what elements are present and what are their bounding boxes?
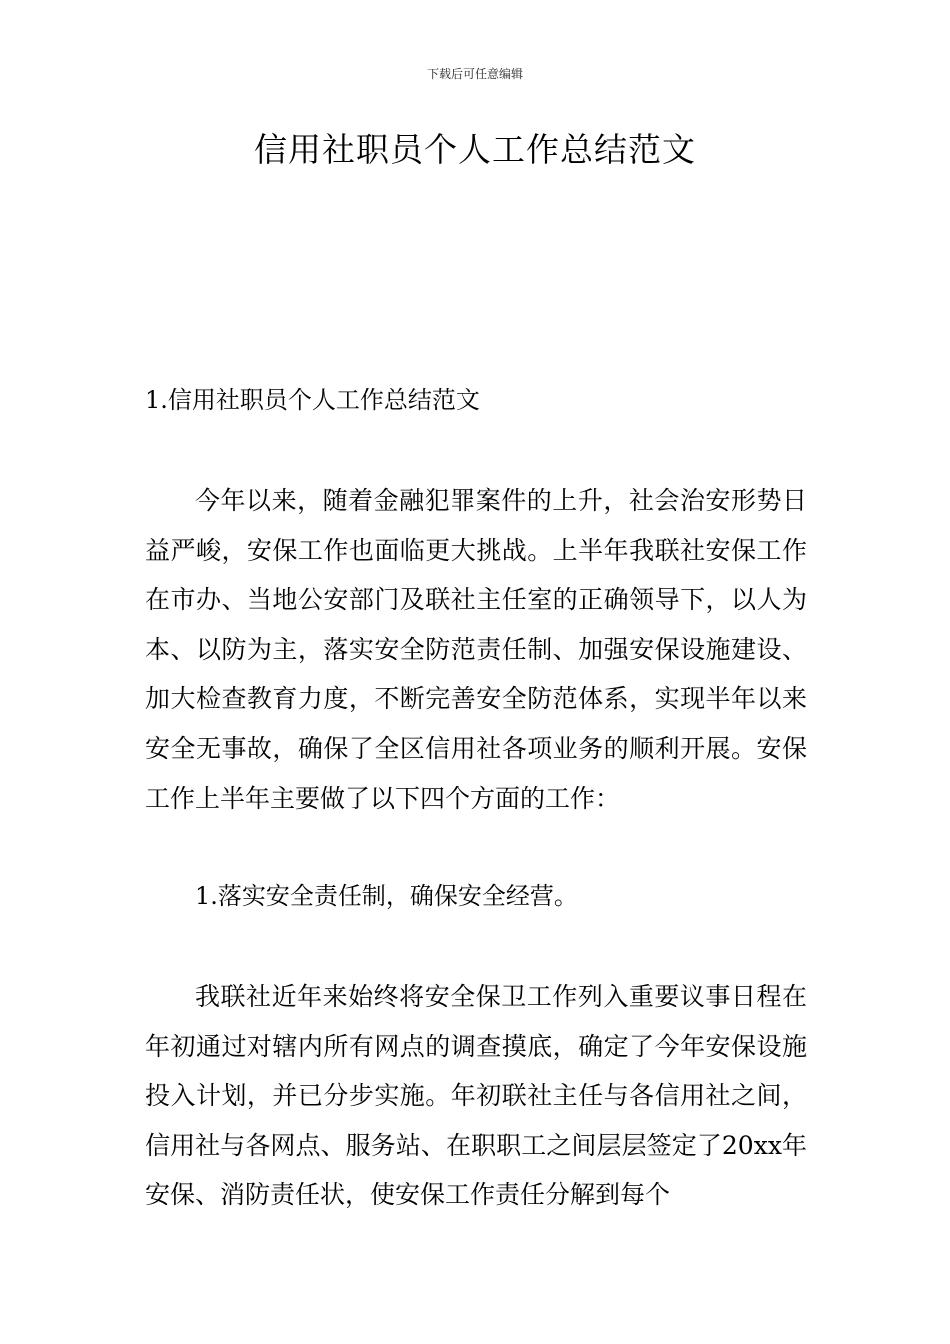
section-heading: 1.信用社职员个人工作总结范文	[145, 386, 480, 414]
body-paragraph-1: 今年以来，随着金融犯罪案件的上升，社会治安形势日益严峻，安保工作也面临更大挑战。上半年我联社安保工作在市办、当地公安部门及联社主任室的正确领导下，以人为本、以防为主，落实安全防范责任制、加强安保设施建设、加大检查教育力度，不断完善安全防范体系，实现半年以来安全无事故，确保了全区信用社各项业务的顺利开展。安保工作上半年主要做了以下四个方面的工作：	[145, 486, 807, 813]
body-paragraph-2: 我联社近年来始终将安全保卫工作列入重要议事日程在年初通过对辖内所有网点的调查摸底，确定了今年安保设施投入计划，并已分步实施。年初联社主任与各信用社之间，信用社与各网点、服务站、在职职工之间层层签定了20xx年安保、消防责任状，使安保工作责任分解到每个	[145, 982, 807, 1210]
header-note: 下载后可任意编辑	[426, 67, 523, 81]
subheading-1: 1.落实安全责任制，确保安全经营。	[195, 882, 578, 910]
document-title: 信用社职员个人工作总结范文	[254, 130, 696, 169]
